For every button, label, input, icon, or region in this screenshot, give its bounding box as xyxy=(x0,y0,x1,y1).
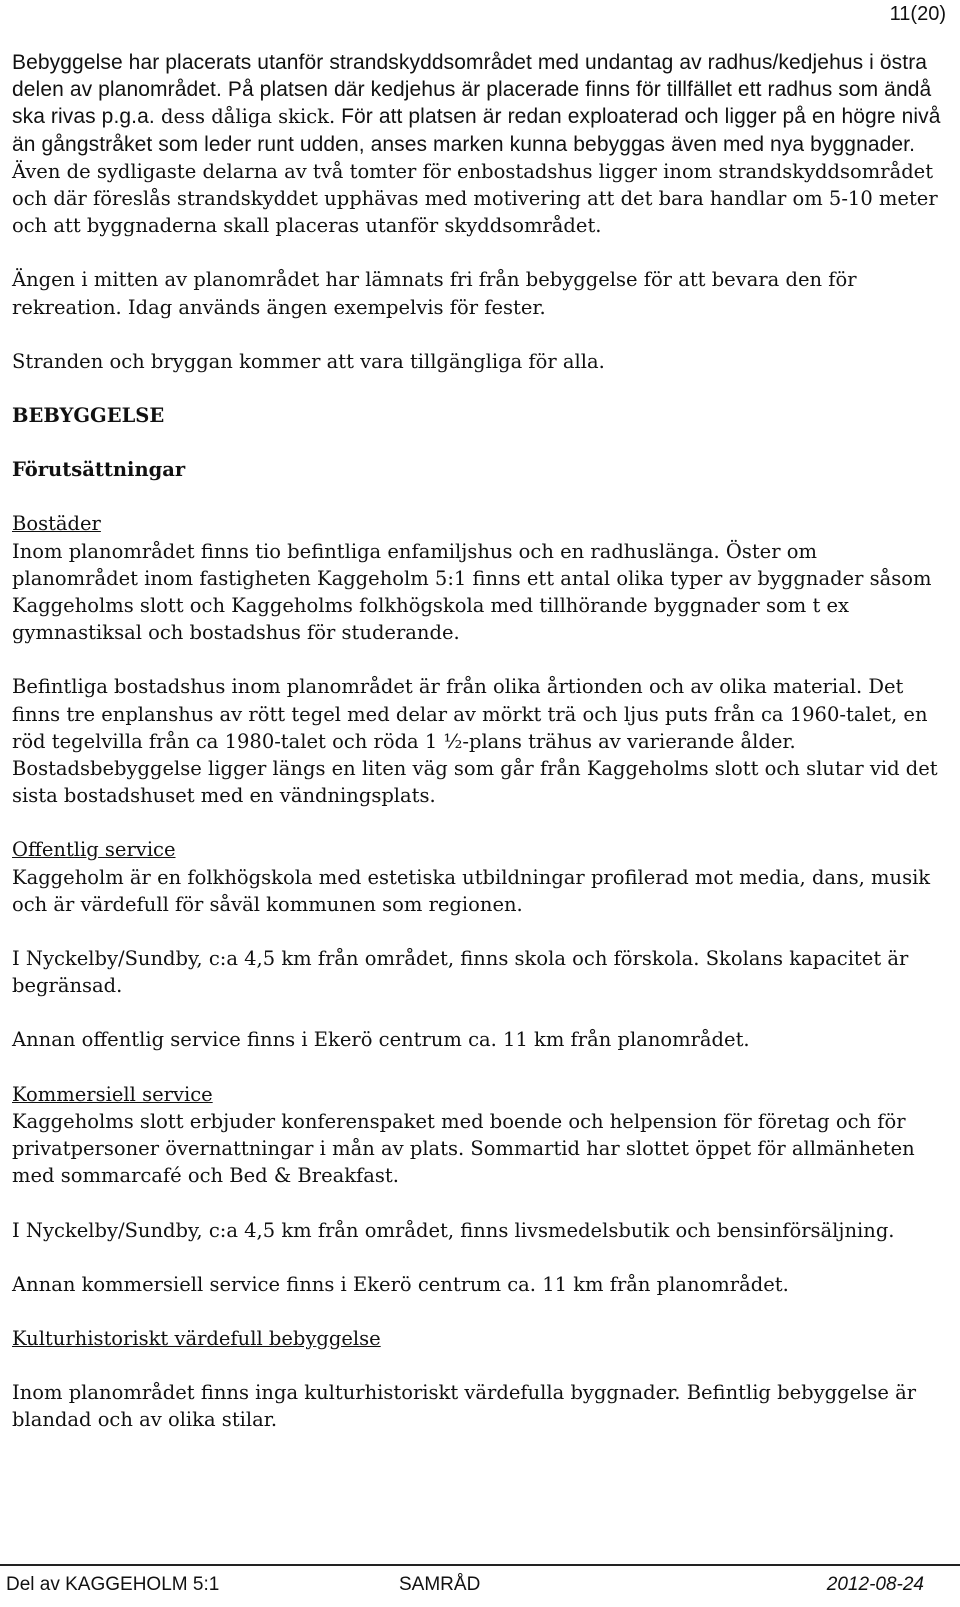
intro-paragraph-3: Stranden och bryggan kommer att vara tillgängliga för alla. xyxy=(12,349,605,373)
offentlig-paragraph-2: I Nyckelby/Sundby, c:a 4,5 km från området, finns skola och förskola. Skolans kapacitet är begränsad. xyxy=(12,947,909,998)
footer-divider xyxy=(0,1564,960,1566)
footer-stage: SAMRÅD xyxy=(399,1574,481,1595)
kommersiell-paragraph-2: I Nyckelby/Sundby, c:a 4,5 km från området, finns livsmedelsbutik och bensinförsäljning. xyxy=(12,1218,895,1242)
kommersiell-service-title: Kommersiell service xyxy=(12,1082,213,1106)
intro-text-serif-2: Även de sydligaste delarna av två tomter för enbostadshus ligger inom strandskyddsområdet och där föreslås strandskyddet upphävas med motivering att det bara handlar om 5-10 meter och att byggnaderna skall placeras utanför skyddsområdet. xyxy=(12,159,938,238)
intro-paragraph-1 xyxy=(12,49,948,239)
page-number: 11(20) xyxy=(889,3,946,25)
footer-date: 2012-08-24 xyxy=(826,1574,924,1595)
document-body xyxy=(12,49,948,1434)
subsection-heading: Förutsättningar xyxy=(12,458,186,482)
kommersiell-paragraph-1: Kaggeholms slott erbjuder konferenspaket med boende och helpension för företag och för privatpersoner övernattningar i mån av plats. Sommartid har slottet öppet för allmänheten med sommarcafé och Bed & Breakfast. xyxy=(12,1109,915,1188)
intro-text-sans-2: För att platsen är redan exploaterad och ligger på en högre nivå än gångstråket som leder runt udden, anses marken kunna bebyggas även med nya byggnader. xyxy=(12,105,941,156)
kulturhistoriskt-title: Kulturhistoriskt värdefull bebyggelse xyxy=(12,1326,381,1350)
intro-paragraph-2: Ängen i mitten av planområdet har lämnats fri från bebyggelse för att bevara den för rekreation. Idag används ängen exempelvis för fester. xyxy=(12,268,857,319)
footer-plan-name: Del av KAGGEHOLM 5:1 xyxy=(6,1574,220,1595)
offentlig-paragraph-1: Kaggeholm är en folkhögskola med estetiska utbildningar profilerad mot media, dans, musik och är värdefull för såväl kommunen som regionen. xyxy=(12,865,931,916)
intro-text-sans: Bebyggelse har placerats utanför strandskyddsområdet med undantag av radhus/kedjehus i östra delen av planområdet. På platsen där kedjehus är placerade finns för tillfället ett radhus som ändå ska rivas p.g.a. xyxy=(12,51,932,129)
offentlig-service-title: Offentlig service xyxy=(12,838,176,862)
intro-text-serif: dess dåliga skick. xyxy=(154,105,336,129)
kultur-paragraph-1: Inom planområdet finns inga kulturhistoriskt värdefulla byggnader. Befintlig bebyggelse är blandad och av olika stilar. xyxy=(12,1381,917,1432)
bostader-paragraph-1: Inom planområdet finns tio befintliga enfamiljshus och en radhuslänga. Öster om planområdet inom fastigheten Kaggeholm 5:1 finns ett antal olika typer av byggnader såsom Kaggeholms slott och Kaggeholms folkhögskola med tillhörande byggnader som t ex gymnastiksal och bostadshus för studerande. xyxy=(12,539,932,645)
kommersiell-paragraph-3: Annan kommersiell service finns i Ekerö centrum ca. 11 km från planområdet. xyxy=(12,1272,789,1296)
bostader-title: Bostäder xyxy=(12,512,101,536)
offentlig-paragraph-3: Annan offentlig service finns i Ekerö centrum ca. 11 km från planområdet. xyxy=(12,1028,750,1052)
bostader-paragraph-2: Befintliga bostadshus inom planområdet är från olika årtionden och av olika material. Det finns tre enplanshus av rött tegel med delar av mörkt trä och ljus puts från ca 1960-talet, en röd tegelvilla från ca 1980-talet och röda 1 ½-plans trähus av varierande ålder. Bostadsbebyggelse ligger längs en liten väg som går från Kaggeholms slott och slutar vid det sista bostadshuset med en vändningsplats. xyxy=(12,675,938,808)
section-heading: BEBYGGELSE xyxy=(12,404,165,428)
